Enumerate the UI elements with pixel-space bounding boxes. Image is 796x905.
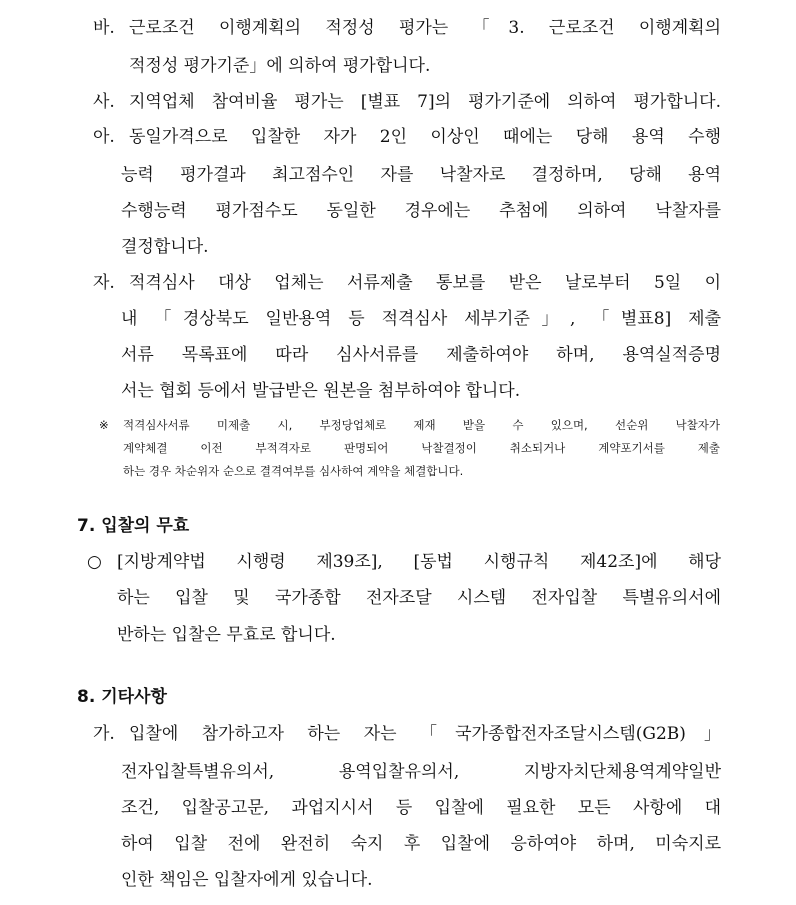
clause-ja-line-4: 서는 협회 등에서 발급받은 원본을 첨부하여야 합니다. (121, 381, 521, 401)
section-7-line-1: [지방계약법 시행령 제39조], [동법 시행규칙 제42조]에 해당 (117, 552, 721, 572)
clause-a-marker: 아. (93, 127, 115, 147)
section-7-bullet: ○ (87, 552, 102, 572)
clause-ba-line-2: 적정성 평가기준」에 의하여 평가합니다. (129, 56, 431, 76)
clause-ja-line-2: 내 「경상북도 일반용역 등 적격심사 세부기준」, 「별표8] 제출 (121, 309, 721, 329)
note-line-1: 적격심사서류 미제출 시, 부정당업체로 제재 받을 수 있으며, 선순위 낙찰자가 (123, 418, 720, 432)
clause-ga-line-1: 입찰에 참가하고자 하는 자는 「국가종합전자조달시스템(G2B)」 (129, 724, 721, 744)
note-line-3: 하는 경우 차순위자 순으로 결격여부를 심사하여 계약을 체결합니다. (123, 464, 464, 478)
section-7-title: 7. 입찰의 무효 (77, 516, 190, 536)
clause-sa-line-1: 지역업체 참여비율 평가는 [별표 7]의 평가기준에 의하여 평가합니다. (129, 92, 721, 112)
clause-ga-marker: 가. (93, 724, 115, 744)
note-line-2: 계약체결 이전 부적격자로 판명되어 낙찰결정이 취소되거나 계약포기서를 제출 (123, 441, 720, 455)
section-7-line-2: 하는 입찰 및 국가종합 전자조달 시스템 전자입찰 특별유의서에 (117, 588, 721, 608)
clause-a-line-3: 수행능력 평가점수도 동일한 경우에는 추첨에 의하여 낙찰자를 (121, 201, 721, 221)
section-7-line-3: 반하는 입찰은 무효로 합니다. (117, 625, 336, 645)
clause-ga-line-5: 인한 책임은 입찰자에게 있습니다. (121, 870, 373, 890)
clause-a-line-2: 능력 평가결과 최고점수인 자를 낙찰자로 결정하며, 당해 용역 (121, 165, 721, 185)
clause-ja-line-3: 서류 목록표에 따라 심사서류를 제출하여야 하며, 용역실적증명 (121, 345, 721, 365)
clause-ga-line-2: 전자입찰특별유의서, 용역입찰유의서, 지방자치단체용역계약일반 (121, 762, 721, 782)
note-marker: ※ (99, 418, 109, 432)
clause-ga-line-3: 조건, 입찰공고문, 과업지시서 등 입찰에 필요한 모든 사항에 대 (121, 798, 721, 818)
section-8-title: 8. 기타사항 (77, 687, 167, 707)
clause-ga-line-4: 하여 입찰 전에 완전히 숙지 후 입찰에 응하여야 하며, 미숙지로 (121, 834, 721, 854)
clause-ba-line-1: 근로조건 이행계획의 적정성 평가는 「3. 근로조건 이행계획의 (129, 18, 721, 38)
clause-a-line-1: 동일가격으로 입찰한 자가 2인 이상인 때에는 당해 용역 수행 (129, 127, 721, 147)
clause-sa-marker: 사. (93, 92, 115, 112)
clause-ja-marker: 자. (93, 273, 115, 293)
clause-a-line-4: 결정합니다. (121, 237, 209, 257)
clause-ja-line-1: 적격심사 대상 업체는 서류제출 통보를 받은 날로부터 5일 이 (129, 273, 721, 293)
clause-ba-marker: 바. (93, 18, 115, 38)
